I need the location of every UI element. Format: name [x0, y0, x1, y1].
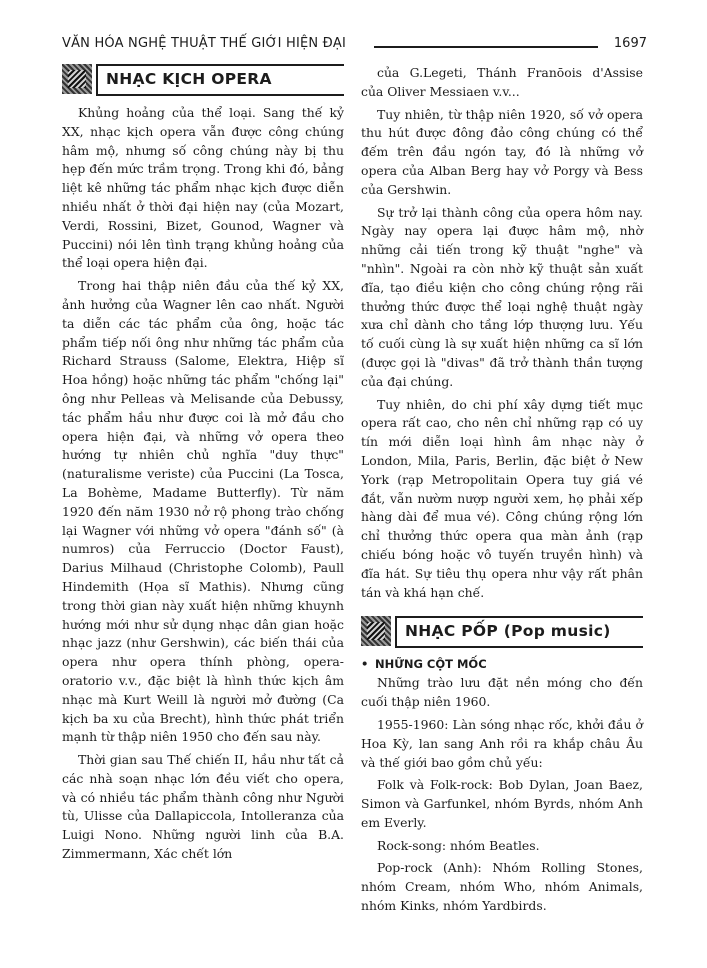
section-spacer — [361, 602, 643, 616]
paragraph: 1955-1960: Làn sóng nhạc rốc, khởi đầu ở Hoa Kỳ, lan sang Anh rồi ra khắp châu Âu và thế giới bao gồm chủ yếu: — [361, 716, 643, 770]
section-title: NHẠC PỐP (Pop music) — [405, 622, 611, 641]
section-heading-opera — [62, 64, 344, 98]
paragraph: Trong hai thập niên đầu của thế kỷ XX, ảnh hưởng của Wagner lên cao nhất. Người ta diễn các tác phẩm của ông, hoặc tác phẩm tiếp nối ông như những tác phẩm của Richard Strauss (Salome, Elektra, Hiệp sĩ Hoa hồng) hoặc những tác phẩm "chống lại" ông như Pelleas và Melisande của Debussy, tác phẩm hầu như được coi là mở đầu cho opera hiện đại, và những vở opera theo hướng tự nhiên chủ nghĩa "duy thực" (naturalisme veriste) của Puccini (La Tosca, La Bohème, Madame Butterfly). Từ năm 1920 đến năm 1930 nở rộ phong trào chống lại Wagner với những vở opera "đánh số" (à numros) của Ferruccio (Doctor Faust), Darius Milhaud (Christophe Colomb), Paull Hindemith (Họa sĩ Mathis). Nhưng cũng trong thời gian này xuất hiện những khuynh hướng mới như sử dụng nhạc dân gian hoặc nhạc jazz (như Gershwin), các biến thái của opera như opera thính phòng, opera-oratorio v.v., đặc biệt là hình thức kịch âm nhạc mà Kurt Weill là người mở đường (Ca kịch ba xu của Brecht), hình thức phát triển mạnh từ thập niên 1950 cho đến sau này. — [62, 278, 344, 745]
paragraph: Rock-song: nhóm Beatles. — [377, 837, 540, 853]
section-title-box — [395, 616, 643, 648]
paragraph: Folk và Folk-rock: Bob Dylan, Joan Baez, Simon và Garfunkel, nhóm Byrds, nhóm Anh em Everly. — [361, 777, 643, 830]
section-heading-pop — [361, 616, 643, 650]
paragraph: Tuy nhiên, từ thập niên 1920, số vở opera thu hút được đông đảo công chúng có thể đếm trên đầu ngón tay, đó là những vở opera của Alban Berg hay vở Porgy và Bess của Gershwin. — [361, 106, 643, 197]
paragraph: Sự trở lại thành công của opera hôm nay. Ngày nay opera lại được hâm mộ, nhờ những cải tiến trong kỹ thuật "nghe" và "nhìn". Ngoài ra còn nhờ kỹ thuật sản xuất đĩa, tạo điều kiện cho công chúng rộng rãi thưởng thức được thể loại nghệ thuật ngày xưa chỉ dành cho tầng lớp thượng lưu. Yếu tố cuối cùng là sự xuất hiện những ca sĩ lớn (được gọi là "divas" đã trở thành thần tượng của đại chúng. — [361, 204, 643, 389]
page-number: 1697 — [613, 36, 647, 51]
section-title-box — [96, 64, 344, 96]
section-ornament-icon — [62, 64, 92, 94]
subheading-text: NHỮNG CỘT MỐC — [375, 657, 487, 672]
right-column — [361, 64, 643, 916]
paragraph: Những trào lưu đặt nền móng cho đến cuối thập niên 1960. — [361, 675, 643, 710]
paragraph: Pop-rock (Anh): Nhóm Rolling Stones, nhóm Cream, nhóm Who, nhóm Animals, nhóm Kinks, nhóm Yardbirds. — [361, 860, 643, 914]
running-header-title: VĂN HÓA NGHỆ THUẬT THẾ GIỚI HIỆN ĐẠI — [62, 36, 347, 51]
header-rule — [374, 46, 598, 48]
subheading — [361, 656, 643, 672]
running-header — [62, 34, 647, 56]
left-column — [62, 64, 344, 864]
section-ornament-icon — [361, 616, 391, 646]
paragraph: Thời gian sau Thế chiến II, hầu như tất cả các nhà soạn nhạc lớn đều viết cho opera, và có nhiều tác phẩm thành công như Người tù, Ulisse của Dallapiccola, Intolleranza của Luigi Nono. Những người linh của B.A. Zimmermann, Xác chết lớn — [62, 752, 344, 862]
bullet-icon: • — [361, 657, 369, 672]
paragraph: của G.Legeti, Thánh Franōois d'Assise của Oliver Messiaen v.v... — [361, 65, 643, 99]
section-title: NHẠC KỊCH OPERA — [106, 70, 272, 88]
paragraph: Tuy nhiên, do chi phí xây dựng tiết mục opera rất cao, cho nên chỉ những rạp có uy tín mới diễn loại hình âm nhạc này ở London, Mila, Paris, Berlin, đặc biệt ở New York (rạp Metropolitain Opera tuy giá vé đắt, vẫn nườm nượp người xem, họ phải xếp hàng dài để mua vé). Công chúng rộng lớn chỉ thưởng thức opera qua màn ảnh (rạp chiếu bóng hoặc vô tuyến truyền hình) và đĩa hát. Sự tiêu thụ opera như vậy rất phân tán và khá hạn chế. — [361, 396, 643, 600]
paragraph: Khủng hoảng của thể loại. Sang thế kỷ XX, nhạc kịch opera vẫn được công chúng hâm mộ, nhưng số công chúng này bị thu hẹp đến mức trầm trọng. Trong khi đó, bảng liệt kê những tác phẩm nhạc kịch được diễn nhiều nhất ở thời đại hiện nay (của Mozart, Verdi, Rossini, Bizet, Gounod, Wagner và Puccini) nói lên tình trạng khủng hoảng của thể loại opera hiện đại. — [62, 105, 344, 271]
